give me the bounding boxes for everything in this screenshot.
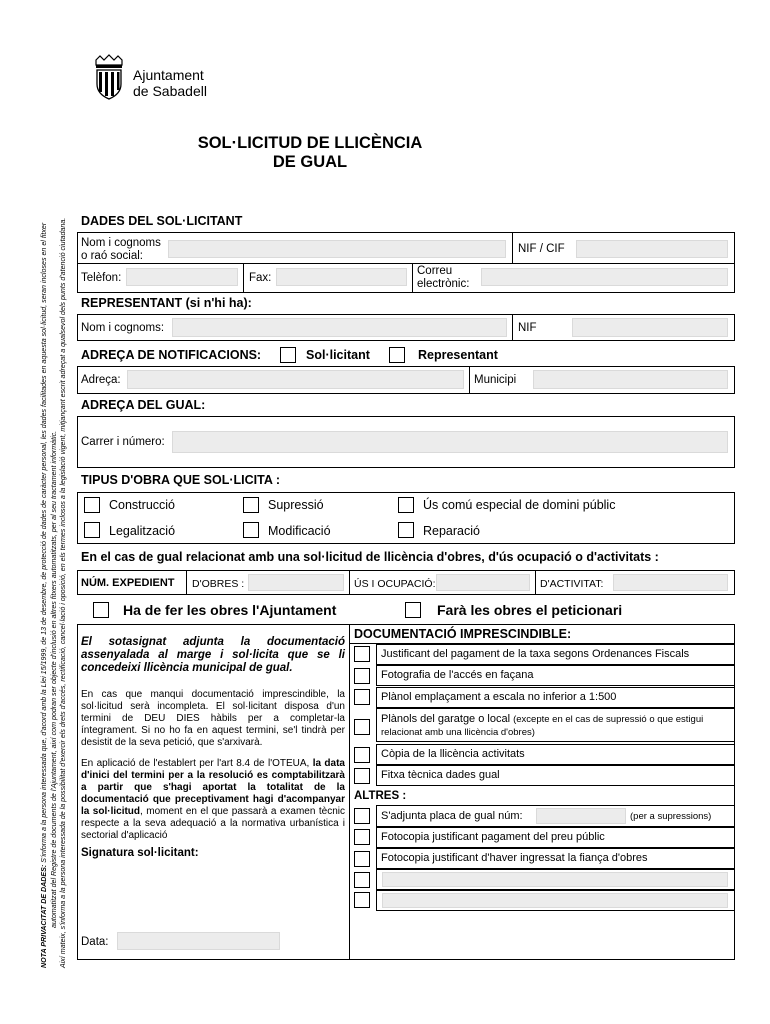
form-title-line1: SOL·LICITUD DE LLICÈNCIA [197,134,423,152]
work-type-heading: TIPUS D'OBRA QUE SOL·LICITA : [81,473,281,487]
representative-heading: REPRESENTANT (si n'hi ha): [81,296,252,310]
applicant-nif-field[interactable] [576,240,728,258]
others-heading: ALTRES : [354,790,407,802]
privacy-line1: S'informa a la persona interessada que, d'acord amb la Llei 15/1999, de 13 de desembre, de protecció de dades de caràcter personal, les dades facilitades en aquesta sol·licitud, seran incloses en el fitxer [40,222,48,863]
doc-fee-checkbox[interactable] [354,646,370,662]
modification-label: Modificació [268,524,331,538]
municipality-field[interactable] [533,370,728,389]
notify-applicant-checkbox[interactable] [280,347,296,363]
works-file-label: D'OBRES : [192,578,245,590]
name-label-line1: Nom i cognoms [81,237,161,249]
privacy-line3: Així mateix, s'informa a la persona interessada de la possibilitat d'exercir els drets d'accés, rectificació, cancel·lació i oposició, en els termes inclosos a la legislació vigent, mitjançant escrit adreçat a qualsevol dels punts d'atenció ciutadana. [59,217,68,968]
construction-label: Construcció [109,498,175,512]
doc-garage-plans-note-1: (excepte en el cas de supressió o que estigui [513,714,704,725]
street-field[interactable] [172,431,728,453]
municipality-label: Municipi [474,374,517,386]
address-label: Adreça: [81,374,121,386]
deadline-text-part3: , moment en el que passarà a examen tècnic respecte a la seva adequació a la normativa urbanística i sectorial d'aplicació [81,806,346,841]
construction-checkbox[interactable] [84,497,100,513]
legalization-checkbox[interactable] [84,522,100,538]
doc-technical-sheet-label: Fitxa tècnica dades gual [381,769,500,781]
doc-fee-label: Justificant del pagament de la taxa segons Ordenances Fiscals [381,648,690,660]
file-number-label: NÚM. EXPEDIENT [81,577,175,589]
suppression-label: Supressió [268,498,324,512]
applicant-works-label: Farà les obres el peticionari [437,602,623,618]
repair-label: Reparació [423,524,480,538]
incomplete-docs-text: En cas que manqui documentació imprescindible, la sol·licitud serà incompleta. El sol·licitant disposa d'un termini de DEU DIES hàbils per a completar-la íntegrament. Si no ho fa en aquest termini, se'l tindrà per desistit de la seva petició, que s'arxivarà. [81,689,345,748]
doc-technical-sheet-checkbox[interactable] [354,768,370,784]
plate-number-field[interactable] [536,808,626,824]
applicant-heading: DADES DEL SOL·LICITANT [81,214,243,228]
date-field[interactable] [117,932,280,950]
notify-representative-label: Representant [418,348,498,362]
fax-label: Fax: [249,272,272,284]
email-label-line1: Correu [417,265,453,277]
deposit-label: Fotocopia justificant d'haver ingressat la fiança d'obres [381,852,648,864]
occupation-file-label: ÚS I OCUPACIÓ: [354,578,436,590]
doc-site-plan-checkbox[interactable] [354,689,370,705]
sabadell-coat-of-arms-logo [94,54,124,100]
deadline-text-bold: la data d'inici del termini per a la resolució es comptabilitzarà a partir que s'hagi aportat la totalitat de la documentació que preceptivament hagi d'acompanyar la sol·licitud [81,758,345,817]
address-field[interactable] [127,370,464,389]
modification-checkbox[interactable] [243,522,259,538]
other-1-checkbox[interactable] [354,872,370,888]
activity-file-field[interactable] [613,574,728,591]
rep-nif-field[interactable] [572,318,728,337]
plate-checkbox[interactable] [354,808,370,824]
suppression-checkbox[interactable] [243,497,259,513]
privacy-note [40,183,69,968]
plate-note: (per a supressions) [630,811,712,822]
logo-text-line1: Ajuntament [133,67,204,83]
doc-activity-licence-label: Còpia de la llicència activitats [381,748,525,760]
phone-field[interactable] [126,268,238,286]
signature-label: Signatura sol·licitant: [81,847,199,859]
doc-photo-checkbox[interactable] [354,668,370,684]
doc-photo-label: Fotografia de l'accés en façana [381,669,534,681]
doc-site-plan-label: Plànol emplaçament a escala no inferior a 1:500 [381,691,617,703]
doc-garage-plans-note-2: relacionat amb una llicència d'obres) [381,727,535,738]
occupation-file-field[interactable] [436,574,530,591]
notify-representative-checkbox[interactable] [389,347,405,363]
email-label-line2: electrònic: [417,278,470,290]
gual-address-heading: ADREÇA DEL GUAL: [81,398,206,412]
logo-text-line2: de Sabadell [133,83,207,99]
repair-checkbox[interactable] [398,522,414,538]
public-use-checkbox[interactable] [398,497,414,513]
other-1-field[interactable] [382,872,728,887]
rep-name-field[interactable] [172,318,507,337]
email-field[interactable] [481,268,728,286]
rep-name-label: Nom i cognoms: [81,322,165,334]
deadline-text [81,758,345,842]
rep-nif-label: NIF [518,322,537,334]
doc-garage-plans-checkbox[interactable] [354,719,370,735]
nif-cif-label: NIF / CIF [518,243,565,255]
privacy-line2: automatitzat del Registre de documents de l'Ajuntament, així com podran ser objecte d'inclusió en altres fitxers automatitzats, per al seu tractament informàtic. [49,430,58,928]
council-works-checkbox[interactable] [93,602,109,618]
fax-field[interactable] [276,268,407,286]
deadline-text-part1: En aplicació de l'establert per l'art 8.4 de l'OTEUA, [81,758,313,769]
public-use-label: Ús comú especial de domini públic [423,498,616,512]
works-file-field[interactable] [248,574,344,591]
doc-garage-plans-text [381,713,733,739]
doc-activity-licence-checkbox[interactable] [354,747,370,763]
council-works-label: Ha de fer les obres l'Ajuntament [123,602,337,618]
declaration-text: El sotasignat adjunta la documentació assenyalada al marge i sol·licita que se li concedeixi llicència municipal de gual. [81,636,345,674]
name-label-line2: o raó social: [81,250,144,262]
documentation-heading: DOCUMENTACIÓ IMPRESCINDIBLE: [354,627,572,641]
other-2-field[interactable] [382,893,728,908]
applicant-works-checkbox[interactable] [405,602,421,618]
form-title-line2: DE GUAL [272,153,348,171]
deposit-checkbox[interactable] [354,851,370,867]
notifications-heading: ADREÇA DE NOTIFICACIONS: [81,348,262,362]
phone-label: Telèfon: [81,272,122,284]
date-label: Data: [81,936,109,948]
street-label: Carrer i número: [81,436,165,448]
related-heading: En el cas de gual relacionat amb una sol·licitud de llicència d'obres, d'ús ocupació o d'activitats : [81,550,659,564]
public-price-label: Fotocopia justificant pagament del preu públic [381,831,605,843]
notify-applicant-label: Sol·licitant [306,348,370,362]
legalization-label: Legalització [109,524,176,538]
privacy-label: NOTA PRIVACITAT DE DADES: [40,864,48,968]
other-2-checkbox[interactable] [354,892,370,908]
public-price-checkbox[interactable] [354,829,370,845]
activity-file-label: D'ACTIVITAT: [540,578,604,590]
plate-label: S'adjunta placa de gual núm: [381,810,523,822]
applicant-name-field[interactable] [168,240,506,258]
doc-garage-plans-label: Plànols del garatge o local [381,713,511,725]
